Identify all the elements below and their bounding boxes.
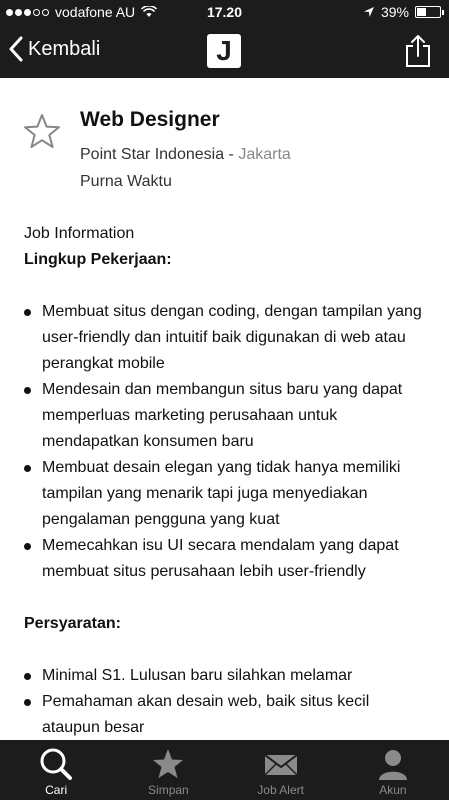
employment-type: Purna Waktu (80, 173, 172, 190)
tab-label: Job Alert (257, 783, 304, 797)
nav-bar (0, 26, 449, 78)
job-header (0, 78, 449, 198)
job-info-label: Job Information (24, 225, 135, 242)
scope-list (24, 299, 429, 585)
chevron-left-icon (8, 36, 24, 62)
job-description (24, 221, 429, 740)
job-title: Web Designer (80, 108, 220, 131)
tab-job-alert[interactable] (225, 740, 337, 800)
list-item: Membuat situs dengan coding, dengan tampilan yang user-friendly dan intuitif baik digunakan di web atau perangkat mobile (24, 299, 429, 377)
star-icon (151, 747, 185, 781)
list-item: Mendesain dan membangun situs baru yang dapat memperluas marketing perusahaan untuk mendapatkan konsumen baru (24, 377, 429, 455)
tab-cari[interactable] (0, 740, 112, 800)
search-icon (39, 747, 73, 781)
company-separator: - (224, 146, 239, 163)
carrier-name: vodafone AU (55, 4, 136, 20)
back-label: Kembali (28, 37, 101, 60)
tab-simpan[interactable] (112, 740, 224, 800)
company-name[interactable]: Point Star Indonesia (80, 146, 225, 163)
star-outline-icon[interactable] (22, 112, 62, 152)
battery-percent: 39% (380, 4, 409, 20)
requirements-list (24, 663, 429, 740)
app-logo: J (207, 34, 241, 68)
job-city: Jakarta (238, 146, 291, 163)
back-button[interactable] (8, 36, 100, 62)
scope-heading: Lingkup Pekerjaan: (24, 251, 172, 268)
list-item: Memecahkan isu UI secara mendalam yang dapat membuat situs perusahaan lebih user-friendly (24, 533, 429, 585)
status-bar (0, 0, 449, 26)
envelope-icon (263, 747, 299, 781)
battery-icon (415, 6, 441, 18)
list-item: Minimal S1. Lulusan baru silahkan melamar (24, 663, 429, 689)
tab-bar (0, 740, 449, 800)
location-arrow-icon (363, 6, 375, 18)
requirements-heading: Persyaratan: (24, 615, 121, 632)
list-item: Pemahaman akan desain web, baik situs kecil ataupun besar (24, 689, 429, 740)
status-time: 17.20 (206, 4, 243, 20)
tab-label: Simpan (148, 783, 189, 797)
tab-akun[interactable] (337, 740, 449, 800)
status-right (363, 4, 441, 20)
list-item: Membuat desain elegan yang tidak hanya memiliki tampilan yang menarik tapi juga menyediakan pengalaman pengguna yang kuat (24, 455, 429, 533)
job-company-line (80, 146, 291, 164)
user-icon (376, 747, 410, 781)
share-icon[interactable] (403, 34, 433, 68)
job-detail-content[interactable] (0, 78, 449, 740)
tab-label: Akun (379, 783, 407, 797)
tab-label: Cari (45, 783, 68, 797)
